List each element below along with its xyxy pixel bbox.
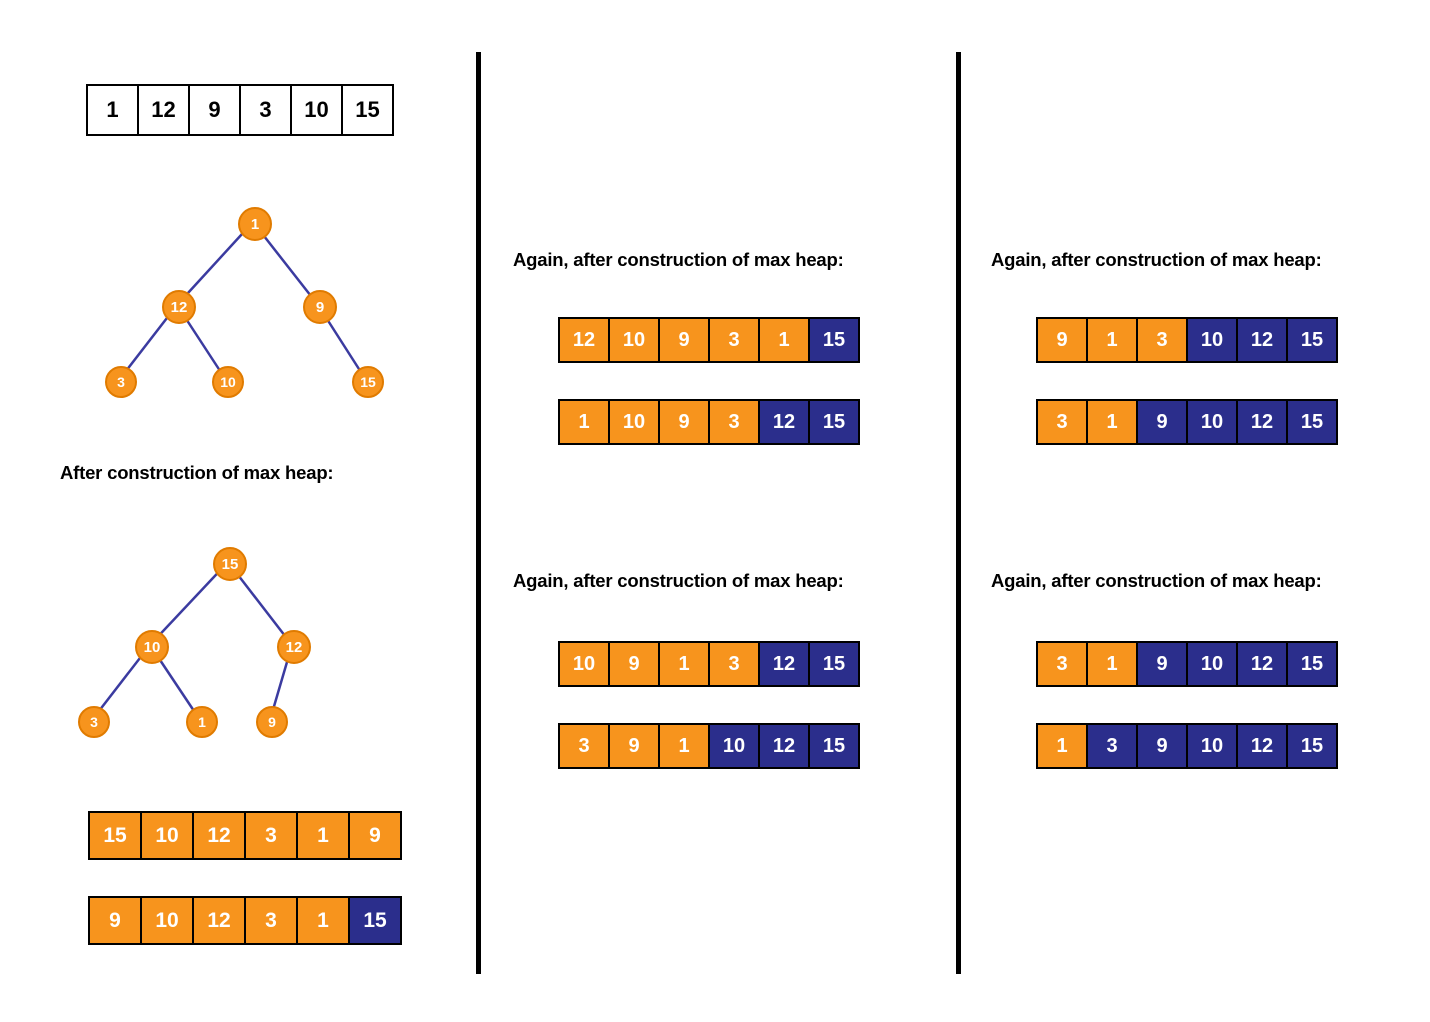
array-cell: 12 xyxy=(1236,723,1288,769)
array-cell: 12 xyxy=(758,641,810,687)
array-cell: 9 xyxy=(658,317,710,363)
tree-node: 15 xyxy=(352,366,384,398)
array-cell: 15 xyxy=(808,641,860,687)
heap-array-4 xyxy=(558,399,860,445)
array-cell: 12 xyxy=(192,811,246,860)
array-cell: 1 xyxy=(86,84,139,136)
tree-node: 15 xyxy=(213,547,247,581)
array-cell: 15 xyxy=(1286,399,1338,445)
array-cell: 12 xyxy=(1236,641,1288,687)
array-cell: 3 xyxy=(708,641,760,687)
binary-tree-initial xyxy=(90,190,420,410)
array-cell: 10 xyxy=(140,811,194,860)
array-cell: 1 xyxy=(658,641,710,687)
tree-node: 10 xyxy=(135,630,169,664)
array-cell: 10 xyxy=(140,896,194,945)
array-cell: 15 xyxy=(348,896,402,945)
array-cell: 10 xyxy=(1186,399,1238,445)
array-cell: 9 xyxy=(658,399,710,445)
array-cell: 1 xyxy=(558,399,610,445)
array-cell: 3 xyxy=(244,896,298,945)
tree-node: 3 xyxy=(105,366,137,398)
array-cell: 15 xyxy=(1286,317,1338,363)
tree-node: 10 xyxy=(212,366,244,398)
heap-array-10 xyxy=(1036,723,1338,769)
array-cell: 9 xyxy=(1136,723,1188,769)
tree-node: 9 xyxy=(256,706,288,738)
array-cell: 15 xyxy=(808,399,860,445)
array-cell: 10 xyxy=(708,723,760,769)
array-cell: 1 xyxy=(296,811,350,860)
array-cell: 3 xyxy=(708,317,760,363)
array-cell: 1 xyxy=(1036,723,1088,769)
array-cell: 12 xyxy=(758,399,810,445)
array-cell: 12 xyxy=(192,896,246,945)
array-cell: 1 xyxy=(758,317,810,363)
binary-tree-max-heap xyxy=(64,530,394,750)
array-cell: 1 xyxy=(1086,641,1138,687)
tree-node: 1 xyxy=(238,207,272,241)
array-cell: 1 xyxy=(1086,399,1138,445)
array-cell: 12 xyxy=(137,84,190,136)
array-cell: 9 xyxy=(1136,399,1188,445)
array-cell: 3 xyxy=(244,811,298,860)
array-cell: 1 xyxy=(1086,317,1138,363)
array-cell: 10 xyxy=(1186,723,1238,769)
array-cell: 10 xyxy=(558,641,610,687)
array-cell: 9 xyxy=(348,811,402,860)
array-cell: 12 xyxy=(1236,317,1288,363)
array-cell: 9 xyxy=(188,84,241,136)
array-cell: 12 xyxy=(1236,399,1288,445)
array-cell: 15 xyxy=(341,84,394,136)
array-cell: 9 xyxy=(1136,641,1188,687)
array-cell: 9 xyxy=(1036,317,1088,363)
vertical-divider-left xyxy=(476,52,481,974)
heap-array-7 xyxy=(1036,317,1338,363)
tree-node: 1 xyxy=(186,706,218,738)
array-cell: 15 xyxy=(1286,723,1338,769)
array-cell: 9 xyxy=(608,641,660,687)
tree-node: 3 xyxy=(78,706,110,738)
heading-again-4: Again, after construction of max heap: xyxy=(991,570,1322,591)
heap-array-8 xyxy=(1036,399,1338,445)
heap-array-1 xyxy=(88,811,402,860)
array-cell: 15 xyxy=(808,723,860,769)
input-array xyxy=(86,84,394,136)
array-cell: 3 xyxy=(558,723,610,769)
array-cell: 10 xyxy=(1186,317,1238,363)
heap-array-2 xyxy=(88,896,402,945)
array-cell: 3 xyxy=(239,84,292,136)
array-cell: 3 xyxy=(1036,399,1088,445)
array-cell: 12 xyxy=(758,723,810,769)
tree-node: 12 xyxy=(277,630,311,664)
array-cell: 1 xyxy=(658,723,710,769)
heap-array-3 xyxy=(558,317,860,363)
tree-node: 9 xyxy=(303,290,337,324)
heap-array-5 xyxy=(558,641,860,687)
array-cell: 1 xyxy=(296,896,350,945)
array-cell: 10 xyxy=(1186,641,1238,687)
array-cell: 3 xyxy=(1086,723,1138,769)
array-cell: 3 xyxy=(1136,317,1188,363)
array-cell: 15 xyxy=(808,317,860,363)
tree-node: 12 xyxy=(162,290,196,324)
array-cell: 15 xyxy=(1286,641,1338,687)
heap-array-6 xyxy=(558,723,860,769)
array-cell: 9 xyxy=(608,723,660,769)
array-cell: 9 xyxy=(88,896,142,945)
array-cell: 3 xyxy=(1036,641,1088,687)
heap-array-9 xyxy=(1036,641,1338,687)
heading-after-max-heap: After construction of max heap: xyxy=(60,462,334,483)
array-cell: 10 xyxy=(608,399,660,445)
vertical-divider-right xyxy=(956,52,961,974)
array-cell: 12 xyxy=(558,317,610,363)
heading-again-1: Again, after construction of max heap: xyxy=(513,249,844,270)
array-cell: 15 xyxy=(88,811,142,860)
array-cell: 3 xyxy=(708,399,760,445)
heading-again-2: Again, after construction of max heap: xyxy=(513,570,844,591)
array-cell: 10 xyxy=(608,317,660,363)
array-cell: 10 xyxy=(290,84,343,136)
heading-again-3: Again, after construction of max heap: xyxy=(991,249,1322,270)
